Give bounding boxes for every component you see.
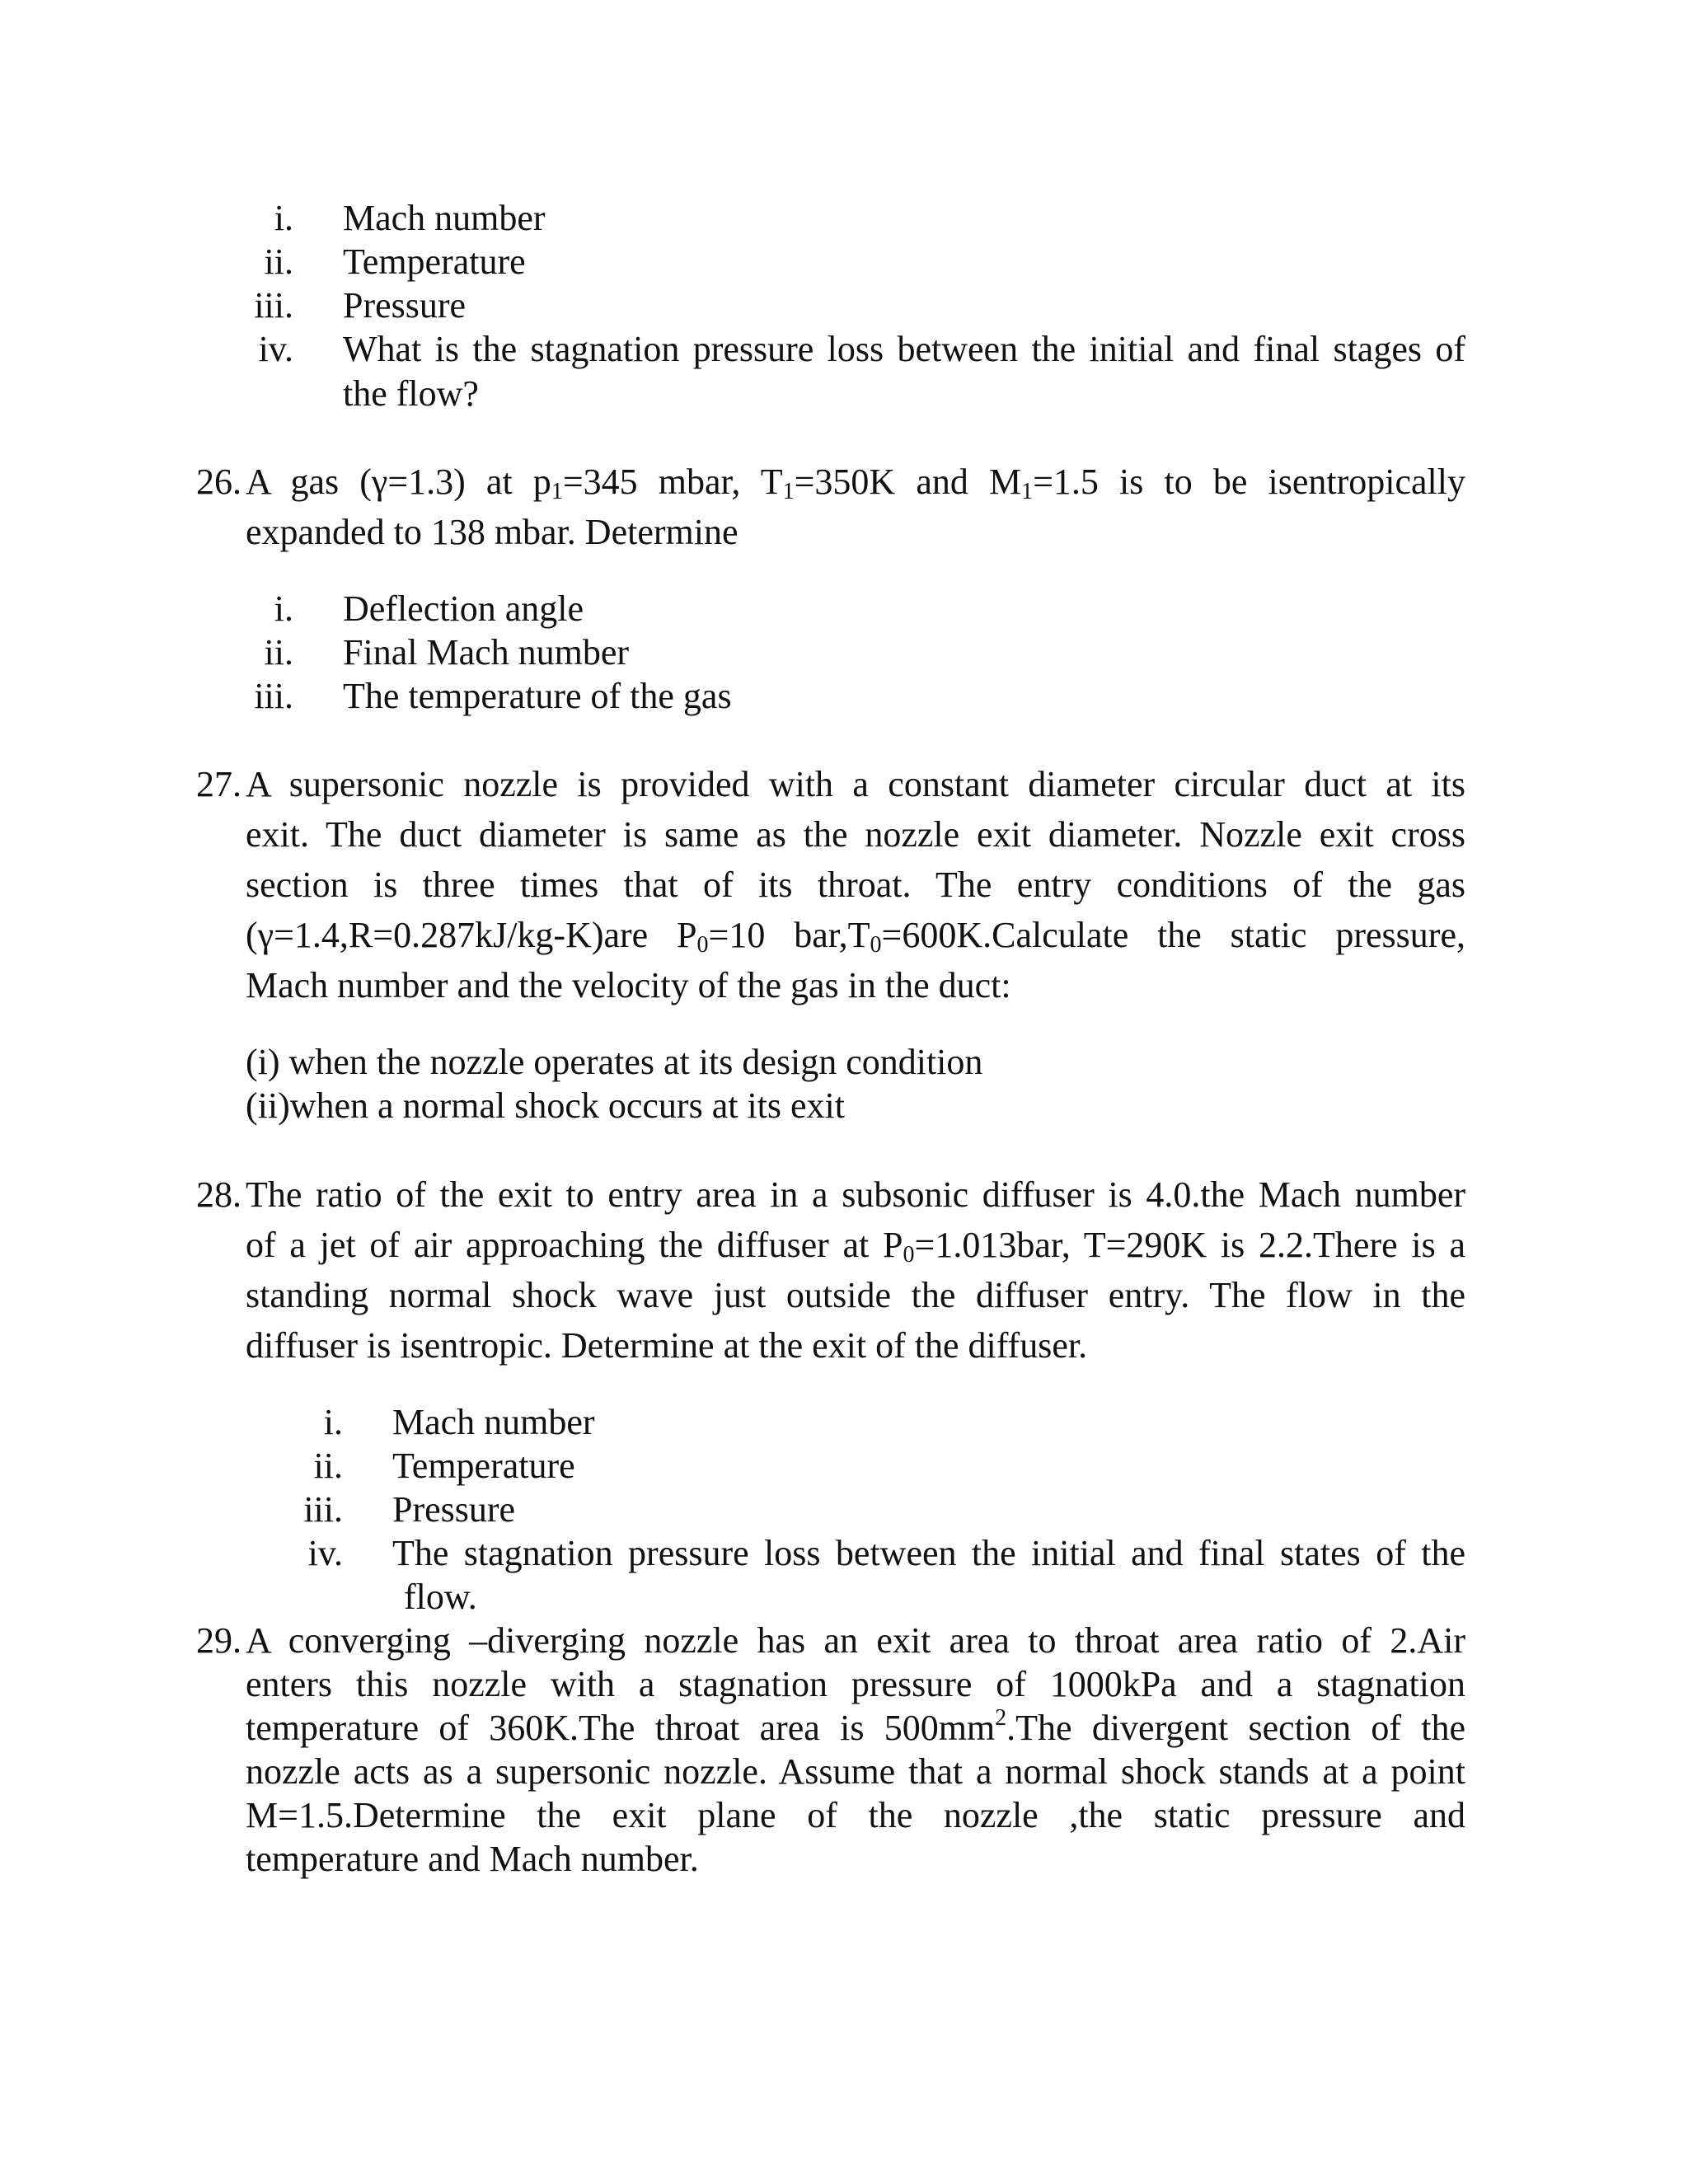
question-line: A supersonic nozzle is provided with a constant diameter circular duct at its: [246, 764, 1465, 804]
list-number: i.: [274, 588, 293, 629]
question-line: A converging –diverging nozzle has an exit area to throat area ratio of 2.Air: [246, 1620, 1465, 1661]
question-line: (γ=1.4,R=0.287kJ/kg-K)are $P_0=10$ $bar,T_0=600K.Calculate$ the static pressure,: [246, 915, 1465, 958]
question-line: temperature and Mach number.: [246, 1839, 699, 1879]
list-item-text: Mach number: [392, 1402, 595, 1442]
question-line: standing normal shock wave just outside the diffuser entry. The flow in the: [246, 1275, 1465, 1315]
list-item-text: Temperature: [392, 1446, 575, 1486]
sub-item: (ii)when a normal shock occurs at its exit: [246, 1085, 846, 1126]
question-line: M=1.5.Determine the exit plane of the nozzle ,the static pressure and: [246, 1795, 1465, 1835]
list-item-text: Final Mach number: [343, 632, 630, 673]
list-item-text: Pressure: [392, 1489, 516, 1530]
list-number: ii.: [264, 241, 293, 282]
question-line: section is three times that of its throat. The entry conditions of the gas: [246, 865, 1465, 905]
list-item-text: The temperature of the gas: [343, 676, 732, 716]
list-item-text: Temperature: [343, 241, 526, 282]
list-item-text: Pressure: [343, 285, 467, 326]
list-item-continuation: the flow?: [343, 373, 479, 414]
list-item-text: Mach number: [343, 198, 546, 238]
question-number: 29.: [196, 1620, 241, 1661]
list-item-text: What is the stagnation pressure loss between the initial and final stages of: [343, 329, 1465, 369]
list-item-text: Deflection angle: [343, 588, 584, 629]
list-item-text: The stagnation pressure loss between the initial and final states of the: [392, 1533, 1465, 1573]
list-number: iii.: [303, 1489, 343, 1530]
list-number: ii.: [264, 632, 293, 673]
question-number: 26.: [196, 462, 241, 502]
question-line: diffuser is isentropic. Determine at the exit of the diffuser.: [246, 1325, 1088, 1366]
question-line: The ratio of the exit to entry area in a subsonic diffuser is 4.0.the Mach number: [246, 1174, 1465, 1215]
list-item-continuation: flow.: [404, 1577, 477, 1617]
question-line: enters this nozzle with a stagnation pressure of 1000kPa and a stagnation: [246, 1664, 1465, 1704]
sub-item: (i) when the nozzle operates at its design condition: [246, 1042, 983, 1082]
list-number: iii.: [254, 676, 293, 716]
list-number: i.: [323, 1402, 343, 1442]
question-line: Mach number and the velocity of the gas in the duct:: [246, 965, 1011, 1005]
question-number: 28.: [196, 1174, 241, 1215]
question-line: of a jet of air approaching the diffuser at $P_0=1.013bar$, T=290K is 2.2.There is a: [246, 1225, 1466, 1268]
question-line: exit. The duct diameter is same as the nozzle exit diameter. Nozzle exit cross: [246, 814, 1465, 855]
question-line: temperature of 360K.The throat area is $500mm^2.The$ divergent section of the: [246, 1705, 1465, 1748]
question-number: 27.: [196, 764, 241, 804]
list-number: iv.: [258, 329, 293, 369]
list-number: iv.: [307, 1533, 343, 1573]
list-number: iii.: [254, 285, 293, 326]
question-line: A gas (γ=1.3) at $p_1=345$ mbar, $T_1=350K$ and $M_1=1.5$ is to be isentropically: [246, 462, 1466, 504]
question-line: nozzle acts as a supersonic nozzle. Assume that a normal shock stands at a point: [246, 1751, 1465, 1792]
list-number: i.: [274, 198, 293, 238]
question-line: expanded to 138 mbar. Determine: [246, 512, 738, 552]
list-number: ii.: [313, 1446, 343, 1486]
